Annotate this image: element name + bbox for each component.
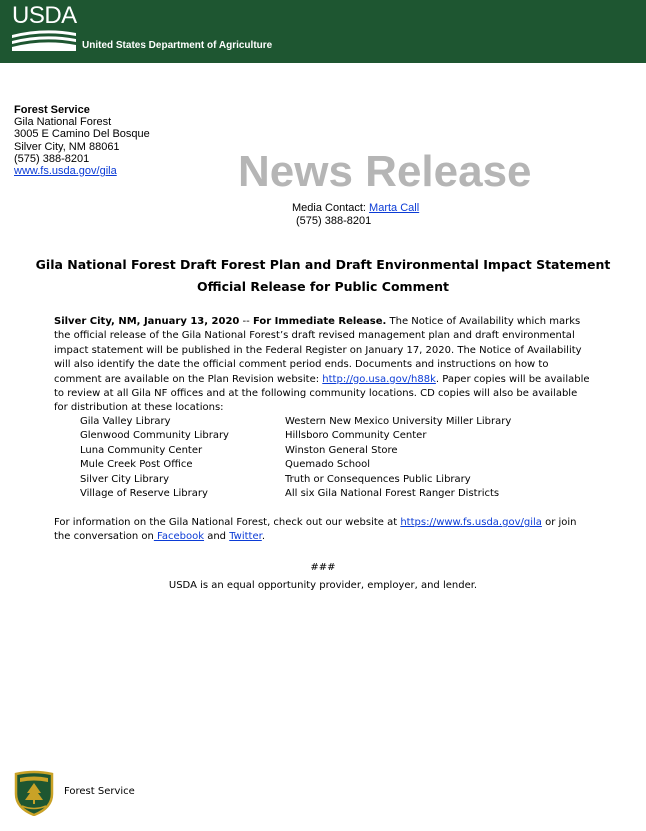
locations-list bbox=[80, 415, 560, 501]
agency-name: Forest Service bbox=[14, 104, 90, 116]
footer-forest-service: Forest Service bbox=[64, 786, 135, 797]
headline bbox=[0, 254, 646, 298]
info-text-4: . bbox=[261, 531, 265, 543]
twitter-link[interactable]: Twitter bbox=[229, 531, 262, 543]
release-tag: For Immediate Release. bbox=[252, 316, 387, 327]
list-item bbox=[80, 458, 560, 472]
location-right: Western New Mexico University Miller Library bbox=[285, 416, 512, 427]
info-text-1: For information on the Gila National Forest, check out our website at bbox=[54, 517, 401, 528]
dateline: Silver City, NM, January 13, 2020 bbox=[54, 316, 240, 327]
media-contact bbox=[292, 202, 419, 228]
city-state-zip: Silver City, NM 88061 bbox=[14, 140, 120, 153]
location-left: Village of Reserve Library bbox=[80, 488, 208, 500]
body-text-2: . Paper copies will be available to review at all Gila NF offices and at the following community locations. CD copies will also be available for distribution at these locations: bbox=[54, 373, 590, 414]
location-right: All six Gila National Forest Ranger Districts bbox=[285, 488, 500, 500]
info-text-2: or join the conversation on bbox=[54, 517, 577, 543]
headline-line-1: Gila National Forest Draft Forest Plan and Draft Environmental Impact Statement bbox=[35, 257, 611, 272]
forest-website-link[interactable]: www.fs.usda.gov/gila bbox=[14, 165, 117, 178]
list-item bbox=[80, 429, 560, 443]
end-mark: ### bbox=[310, 562, 336, 573]
usda-swoosh-icon bbox=[12, 29, 76, 53]
street-address: 3005 E Camino Del Bosque bbox=[14, 128, 150, 141]
location-right: Quemado School bbox=[285, 459, 371, 471]
location-right: Truth or Consequences Public Library bbox=[285, 473, 471, 485]
list-item bbox=[80, 415, 560, 429]
location-left: Glenwood Community Library bbox=[80, 430, 229, 442]
location-left: Silver City Library bbox=[80, 473, 170, 485]
news-release-title: News Release bbox=[238, 147, 532, 196]
media-contact-label: Media Contact: bbox=[292, 202, 370, 214]
media-contact-phone: (575) 388-8201 bbox=[296, 215, 372, 227]
list-item bbox=[80, 444, 560, 458]
location-left: Luna Community Center bbox=[80, 444, 203, 456]
phone-number: (575) 388-8201 bbox=[14, 152, 90, 165]
location-left: Gila Valley Library bbox=[80, 416, 171, 427]
headline-line-2: Official Release for Public Comment bbox=[197, 279, 449, 294]
list-item bbox=[80, 487, 560, 501]
usda-logo-text: USDA bbox=[12, 2, 77, 29]
department-name: United States Department of Agriculture bbox=[82, 40, 273, 51]
body-paragraph bbox=[54, 315, 594, 416]
website-link[interactable]: https://www.fs.usda.gov/gila bbox=[400, 517, 542, 528]
location-right: Hillsboro Community Center bbox=[285, 430, 427, 442]
forest-name: Gila National Forest bbox=[14, 116, 112, 129]
forest-service-shield-icon bbox=[12, 770, 56, 816]
dateline-separator: -- bbox=[239, 316, 253, 327]
location-right: Winston General Store bbox=[285, 444, 398, 456]
address-block bbox=[14, 104, 150, 177]
usda-banner bbox=[0, 0, 646, 63]
info-paragraph bbox=[54, 516, 594, 545]
equal-opportunity-statement: USDA is an equal opportunity provider, employer, and lender. bbox=[168, 580, 478, 591]
list-item bbox=[80, 473, 560, 487]
plan-revision-link[interactable]: http://go.usa.gov/h88k bbox=[322, 373, 436, 385]
facebook-link[interactable]: Facebook bbox=[153, 531, 205, 543]
info-text-3: and bbox=[204, 531, 230, 543]
location-left: Mule Creek Post Office bbox=[80, 459, 193, 471]
media-contact-link[interactable]: Marta Call bbox=[369, 202, 420, 214]
body-text-1: The Notice of Availability which marks the official release of the Gila National Forest’s draft revised management plan and draft environmental impact statement will be published in the Federal Register on January 17, 2020. The Notice of Availability will also identify the date the official comment period ends. Documents and instructions on how to comment are available on the Plan Revision website: bbox=[54, 316, 582, 385]
